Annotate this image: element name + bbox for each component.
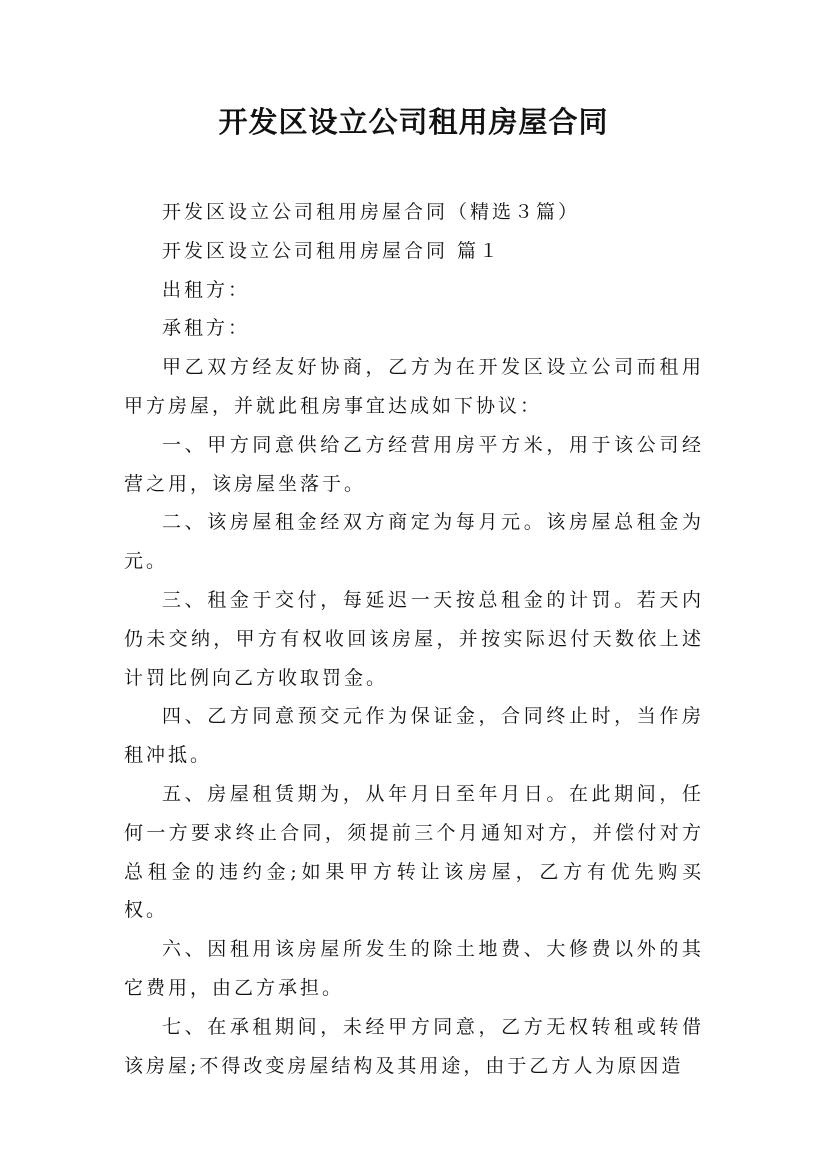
paragraph-clause-6: 六、因租用该房屋所发生的除土地费、大修费以外的其它费用，由乙方承担。 <box>124 938 704 999</box>
paragraph-clause-1: 一、甲方同意供给乙方经营用房平方米，用于该公司经营之用，该房屋坐落于。 <box>124 433 704 495</box>
paragraph-lessor: 出租方： <box>162 278 251 301</box>
paragraph-clause-4: 四、乙方同意预交元作为保证金，合同终止时，当作房租冲抵。 <box>124 705 704 767</box>
paragraph-subtitle: 开发区设立公司租用房屋合同（精选３篇） <box>162 201 581 223</box>
paragraph-preamble: 甲乙双方经友好协商，乙方为在开发区设立公司而租用甲方房屋，并就此租房事宜达成如下协议： <box>124 356 704 417</box>
document-body <box>124 193 704 1085</box>
paragraph-lessee: 承租方： <box>162 317 251 340</box>
document-title: 开发区设立公司租用房屋合同 <box>218 105 609 139</box>
paragraph-clause-5: 五、房屋租赁期为，从年月日至年月日。在此期间，任何一方要求终止合同，须提前三个月通知对方，并偿付对方总租金的违约金;如果甲方转让该房屋，乙方有优先购买权。 <box>124 782 704 922</box>
paragraph-section-heading: 开发区设立公司租用房屋合同 篇１ <box>162 239 502 262</box>
paragraph-clause-3: 三、租金于交付，每延迟一天按总租金的计罚。若天内仍未交纳，甲方有权收回该房屋，并按实际迟付天数依上述计罚比例向乙方收取罚金。 <box>124 588 704 689</box>
paragraph-clause-2: 二、该房屋租金经双方商定为每月元。该房屋总租金为元。 <box>124 511 704 573</box>
paragraph-clause-7: 七、在承租期间，未经甲方同意，乙方无权转租或转借该房屋;不得改变房屋结构及其用途，由于乙方人为原因造 <box>124 1015 704 1077</box>
